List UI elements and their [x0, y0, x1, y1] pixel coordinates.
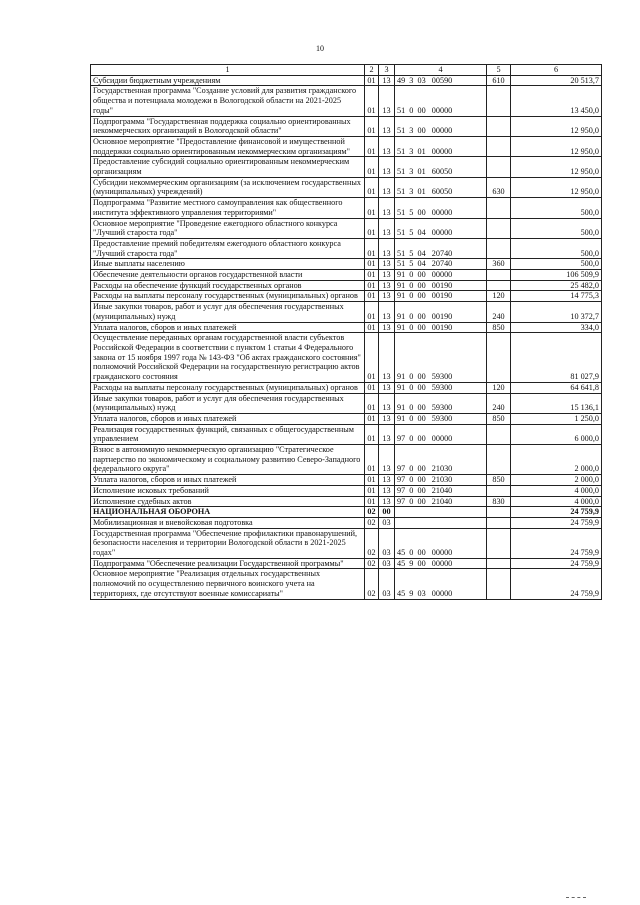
- table-row: [91, 136, 602, 156]
- target-article-cell: 51 3 01 60050: [395, 157, 487, 177]
- target-article-cell: 91 0 00 59300: [395, 333, 487, 383]
- row-name-cell: Основное мероприятие "Предоставление финансовой и имущественной поддержки социально ориентированным некоммерческим организациям": [91, 136, 365, 156]
- expense-type-cell: [487, 270, 511, 281]
- target-article-cell: 45 9 00 00000: [395, 558, 487, 569]
- section-code-cell: 01: [365, 75, 379, 86]
- table-row: [91, 157, 602, 177]
- row-name-cell: Подпрограмма "Обеспечение реализации Государственной программы": [91, 558, 365, 569]
- row-name-cell: Иные выплаты населению: [91, 259, 365, 270]
- table-row: [91, 322, 602, 333]
- row-name-cell: Субсидии некоммерческим организациям (за исключением государственных (муниципальных) учреждений): [91, 177, 365, 197]
- expense-type-cell: [487, 569, 511, 599]
- header-row: [91, 65, 602, 76]
- section-code-cell: 01: [365, 198, 379, 218]
- expense-type-cell: [487, 280, 511, 291]
- subsection-code-cell: 03: [379, 517, 395, 528]
- row-name-cell: Реализация государственных функций, связанных с общегосударственным управлением: [91, 424, 365, 444]
- header-cell: 3: [379, 65, 395, 76]
- table-row: [91, 445, 602, 475]
- target-article-cell: 91 0 00 00000: [395, 270, 487, 281]
- target-article-cell: 91 0 00 00190: [395, 280, 487, 291]
- table-row: [91, 86, 602, 116]
- amount-cell: 81 027,9: [511, 333, 602, 383]
- section-code-cell: 01: [365, 475, 379, 486]
- subsection-code-cell: 13: [379, 218, 395, 238]
- subsection-code-cell: 13: [379, 259, 395, 270]
- expense-type-cell: 630: [487, 177, 511, 197]
- amount-cell: 13 450,0: [511, 86, 602, 116]
- table-row: [91, 116, 602, 136]
- amount-cell: 12 950,0: [511, 136, 602, 156]
- expense-type-cell: [487, 116, 511, 136]
- row-name-cell: НАЦИОНАЛЬНАЯ ОБОРОНА: [91, 507, 365, 518]
- amount-cell: 6 000,0: [511, 424, 602, 444]
- table-row: [91, 238, 602, 258]
- subsection-code-cell: 13: [379, 475, 395, 486]
- amount-cell: 12 950,0: [511, 177, 602, 197]
- target-article-cell: 51 5 04 20740: [395, 259, 487, 270]
- section-code-cell: 01: [365, 136, 379, 156]
- table-row: [91, 270, 602, 281]
- amount-cell: 10 372,7: [511, 302, 602, 322]
- section-code-cell: 01: [365, 322, 379, 333]
- table-row: [91, 218, 602, 238]
- section-code-cell: 02: [365, 507, 379, 518]
- table-row: [91, 475, 602, 486]
- subsection-code-cell: 13: [379, 280, 395, 291]
- section-code-cell: 01: [365, 177, 379, 197]
- target-article-cell: 45 9 03 00000: [395, 569, 487, 599]
- expense-type-cell: 610: [487, 75, 511, 86]
- section-code-cell: 01: [365, 413, 379, 424]
- table-row: [91, 485, 602, 496]
- target-article-cell: 51 3 01 60050: [395, 177, 487, 197]
- section-code-cell: 01: [365, 86, 379, 116]
- row-name-cell: Взнос в автономную некоммерческую организацию "Стратегическое партнерство по экономическому и социальному развитию Северо-Западного федерального округа": [91, 445, 365, 475]
- header-cell: 4: [395, 65, 487, 76]
- table-row: [91, 198, 602, 218]
- row-name-cell: Уплата налогов, сборов и иных платежей: [91, 322, 365, 333]
- subsection-code-cell: 13: [379, 382, 395, 393]
- expense-type-cell: [487, 157, 511, 177]
- table-row: [91, 280, 602, 291]
- subsection-code-cell: 13: [379, 333, 395, 383]
- amount-cell: 2 000,0: [511, 445, 602, 475]
- table-row: [91, 517, 602, 528]
- section-code-cell: 02: [365, 528, 379, 558]
- row-name-cell: Исполнение судебных актов: [91, 496, 365, 507]
- target-article-cell: 91 0 00 59300: [395, 393, 487, 413]
- section-code-cell: 01: [365, 393, 379, 413]
- target-article-cell: 97 0 00 21030: [395, 475, 487, 486]
- expense-type-cell: 850: [487, 322, 511, 333]
- table-row: [91, 496, 602, 507]
- subsection-code-cell: 03: [379, 528, 395, 558]
- amount-cell: 106 509,9: [511, 270, 602, 281]
- row-name-cell: Иные закупки товаров, работ и услуг для обеспечения государственных (муниципальных) нужд: [91, 302, 365, 322]
- section-code-cell: 01: [365, 238, 379, 258]
- amount-cell: 14 775,3: [511, 291, 602, 302]
- row-name-cell: Государственная программа "Создание условий для развития гражданского общества и потенциала молодежи в Вологодской области на 2021-2025 годы": [91, 86, 365, 116]
- row-name-cell: Государственная программа "Обеспечение профилактики правонарушений, безопасности населения и территории Вологодской области в 2021-2025 годах": [91, 528, 365, 558]
- amount-cell: 24 759,9: [511, 507, 602, 518]
- target-article-cell: 51 3 00 00000: [395, 116, 487, 136]
- row-name-cell: Расходы на выплаты персоналу государственных (муниципальных) органов: [91, 382, 365, 393]
- section-code-cell: 01: [365, 157, 379, 177]
- section-code-cell: 01: [365, 291, 379, 302]
- expense-type-cell: [487, 528, 511, 558]
- target-article-cell: 97 0 00 21030: [395, 445, 487, 475]
- subsection-code-cell: 13: [379, 302, 395, 322]
- row-name-cell: Исполнение исковых требований: [91, 485, 365, 496]
- target-article-cell: 51 3 01 00000: [395, 136, 487, 156]
- expense-type-cell: 850: [487, 475, 511, 486]
- target-article-cell: 49 3 03 00590: [395, 75, 487, 86]
- header-cell: 1: [91, 65, 365, 76]
- amount-cell: 4 000,0: [511, 485, 602, 496]
- row-name-cell: Уплата налогов, сборов и иных платежей: [91, 475, 365, 486]
- subsection-code-cell: 03: [379, 569, 395, 599]
- subsection-code-cell: 13: [379, 424, 395, 444]
- table-row: [91, 291, 602, 302]
- subsection-code-cell: 13: [379, 116, 395, 136]
- section-code-cell: 01: [365, 333, 379, 383]
- subsection-code-cell: 13: [379, 270, 395, 281]
- page-number: 10: [316, 44, 324, 53]
- table-row: [91, 333, 602, 383]
- table-row: [91, 302, 602, 322]
- subsection-code-cell: 13: [379, 322, 395, 333]
- target-article-cell: 91 0 00 59300: [395, 382, 487, 393]
- expense-type-cell: 240: [487, 302, 511, 322]
- subsection-code-cell: 13: [379, 413, 395, 424]
- expense-type-cell: [487, 218, 511, 238]
- header-cell: 2: [365, 65, 379, 76]
- section-code-cell: 02: [365, 517, 379, 528]
- target-article-cell: 51 5 00 00000: [395, 198, 487, 218]
- amount-cell: 4 000,0: [511, 496, 602, 507]
- expense-type-cell: [487, 507, 511, 518]
- subsection-code-cell: 13: [379, 485, 395, 496]
- section-code-cell: 01: [365, 302, 379, 322]
- expense-type-cell: [487, 517, 511, 528]
- table-row: [91, 507, 602, 518]
- amount-cell: 500,0: [511, 198, 602, 218]
- section-code-cell: 01: [365, 259, 379, 270]
- target-article-cell: [395, 507, 487, 518]
- subsection-code-cell: 13: [379, 177, 395, 197]
- target-article-cell: 51 0 00 00000: [395, 86, 487, 116]
- subsection-code-cell: 13: [379, 157, 395, 177]
- amount-cell: 12 950,0: [511, 116, 602, 136]
- expense-type-cell: [487, 333, 511, 383]
- subsection-code-cell: 13: [379, 198, 395, 218]
- expense-type-cell: 830: [487, 496, 511, 507]
- header-cell: 6: [511, 65, 602, 76]
- section-code-cell: 01: [365, 218, 379, 238]
- table-row: [91, 382, 602, 393]
- target-article-cell: 91 0 00 00190: [395, 322, 487, 333]
- row-name-cell: Уплата налогов, сборов и иных платежей: [91, 413, 365, 424]
- row-name-cell: Подпрограмма "Развитие местного самоуправления как общественного института эффективного управления территориями": [91, 198, 365, 218]
- subsection-code-cell: 13: [379, 75, 395, 86]
- row-name-cell: Основное мероприятие "Проведение ежегодного областного конкурса "Лучший староста года": [91, 218, 365, 238]
- target-article-cell: [395, 517, 487, 528]
- target-article-cell: 97 0 00 21040: [395, 496, 487, 507]
- amount-cell: 500,0: [511, 218, 602, 238]
- row-name-cell: Осуществление переданных органам государственной власти субъектов Российской Федерации в соответствии с пунктом 1 статьи 4 Федерального закона от 15 ноября 1997 года № 143-ФЗ "Об актах гражданского состояния" полномочий Российской Федерации на государственную регистрацию актов гражданского состояния: [91, 333, 365, 383]
- expense-type-cell: [487, 558, 511, 569]
- target-article-cell: 51 5 04 00000: [395, 218, 487, 238]
- subsection-code-cell: 13: [379, 445, 395, 475]
- expense-type-cell: 850: [487, 413, 511, 424]
- row-name-cell: Основное мероприятие "Реализация отдельных государственных полномочий по осуществлению первичного воинского учета на территориях, где отсутствуют военные комиссариаты": [91, 569, 365, 599]
- target-article-cell: 91 0 00 59300: [395, 413, 487, 424]
- target-article-cell: 97 0 00 21040: [395, 485, 487, 496]
- table-row: [91, 424, 602, 444]
- expense-type-cell: [487, 424, 511, 444]
- target-article-cell: 45 0 00 00000: [395, 528, 487, 558]
- amount-cell: 15 136,1: [511, 393, 602, 413]
- section-code-cell: 01: [365, 270, 379, 281]
- header-cell: 5: [487, 65, 511, 76]
- expense-type-cell: [487, 485, 511, 496]
- amount-cell: 500,0: [511, 238, 602, 258]
- section-code-cell: 01: [365, 496, 379, 507]
- section-code-cell: 01: [365, 116, 379, 136]
- table-row: [91, 393, 602, 413]
- amount-cell: 64 641,8: [511, 382, 602, 393]
- expense-type-cell: 120: [487, 382, 511, 393]
- amount-cell: 500,0: [511, 259, 602, 270]
- amount-cell: 20 513,7: [511, 75, 602, 86]
- section-code-cell: 01: [365, 424, 379, 444]
- expense-type-cell: [487, 445, 511, 475]
- table-row: [91, 177, 602, 197]
- row-name-cell: Расходы на обеспечение функций государственных органов: [91, 280, 365, 291]
- table-row: [91, 259, 602, 270]
- subsection-code-cell: 13: [379, 496, 395, 507]
- row-name-cell: Подпрограмма "Государственная поддержка социально ориентированных некоммерческих организаций в Вологодской области": [91, 116, 365, 136]
- table-row: [91, 569, 602, 599]
- section-code-cell: 01: [365, 485, 379, 496]
- subsection-code-cell: 13: [379, 291, 395, 302]
- expense-type-cell: [487, 86, 511, 116]
- amount-cell: 1 250,0: [511, 413, 602, 424]
- section-code-cell: 02: [365, 569, 379, 599]
- section-code-cell: 01: [365, 382, 379, 393]
- expense-type-cell: 360: [487, 259, 511, 270]
- subsection-code-cell: 13: [379, 136, 395, 156]
- amount-cell: 24 759,9: [511, 569, 602, 599]
- expense-type-cell: [487, 136, 511, 156]
- corner-mark: [566, 897, 586, 898]
- row-name-cell: Мобилизационная и вневойсковая подготовка: [91, 517, 365, 528]
- subsection-code-cell: 13: [379, 238, 395, 258]
- expense-type-cell: 240: [487, 393, 511, 413]
- target-article-cell: 51 5 04 20740: [395, 238, 487, 258]
- amount-cell: 24 759,9: [511, 558, 602, 569]
- row-name-cell: Предоставление субсидий социально ориентированным некоммерческим организациям: [91, 157, 365, 177]
- row-name-cell: Предоставление премий победителям ежегодного областного конкурса "Лучший староста года": [91, 238, 365, 258]
- section-code-cell: 02: [365, 558, 379, 569]
- amount-cell: 2 000,0: [511, 475, 602, 486]
- subsection-code-cell: 03: [379, 558, 395, 569]
- target-article-cell: 97 0 00 00000: [395, 424, 487, 444]
- section-code-cell: 01: [365, 445, 379, 475]
- budget-table: [90, 64, 602, 600]
- target-article-cell: 91 0 00 00190: [395, 291, 487, 302]
- amount-cell: 24 759,9: [511, 528, 602, 558]
- amount-cell: 24 759,9: [511, 517, 602, 528]
- table-row: [91, 558, 602, 569]
- row-name-cell: Расходы на выплаты персоналу государственных (муниципальных) органов: [91, 291, 365, 302]
- row-name-cell: Обеспечение деятельности органов государственной власти: [91, 270, 365, 281]
- target-article-cell: 91 0 00 00190: [395, 302, 487, 322]
- subsection-code-cell: 13: [379, 86, 395, 116]
- amount-cell: 334,0: [511, 322, 602, 333]
- amount-cell: 25 482,0: [511, 280, 602, 291]
- expense-type-cell: [487, 198, 511, 218]
- amount-cell: 12 950,0: [511, 157, 602, 177]
- row-name-cell: Иные закупки товаров, работ и услуг для обеспечения государственных (муниципальных) нужд: [91, 393, 365, 413]
- table-row: [91, 528, 602, 558]
- subsection-code-cell: 13: [379, 393, 395, 413]
- row-name-cell: Субсидии бюджетным учреждениям: [91, 75, 365, 86]
- table-row: [91, 75, 602, 86]
- section-code-cell: 01: [365, 280, 379, 291]
- expense-type-cell: [487, 238, 511, 258]
- table-row: [91, 413, 602, 424]
- expense-type-cell: 120: [487, 291, 511, 302]
- subsection-code-cell: 00: [379, 507, 395, 518]
